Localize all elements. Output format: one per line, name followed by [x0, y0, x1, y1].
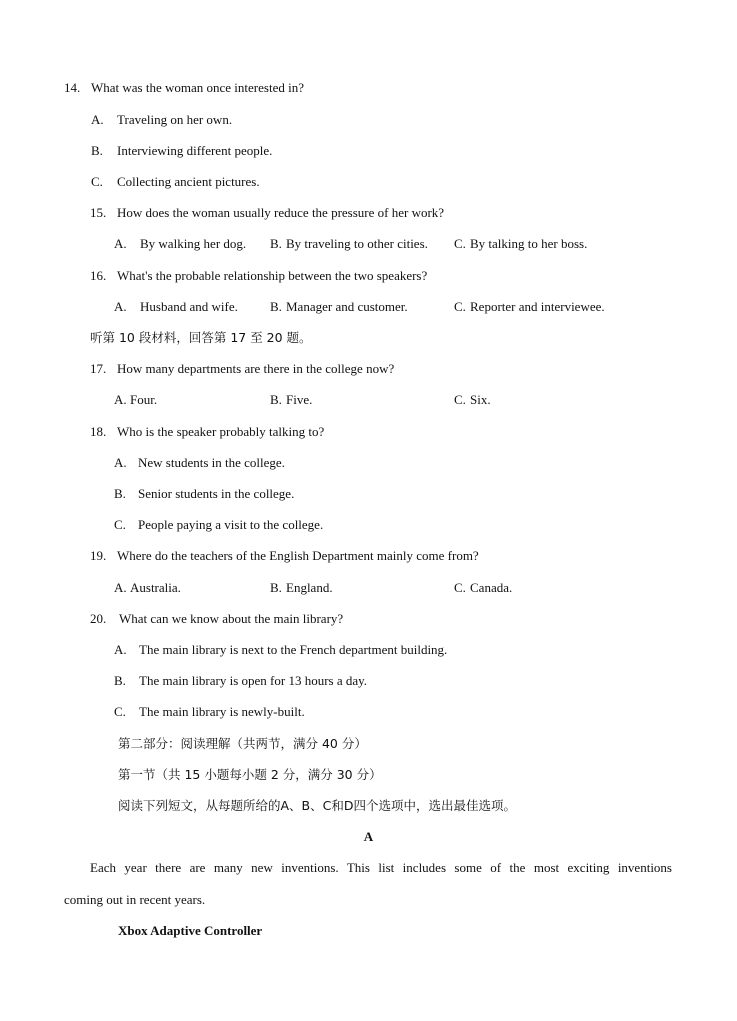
question-text: How does the woman usually reduce the pressure of her work? — [117, 205, 445, 220]
question-number: 19. — [90, 548, 107, 563]
option-text: By talking to her boss. — [470, 236, 588, 251]
option-letter: C. — [454, 236, 466, 251]
option-letter: C. — [454, 580, 466, 595]
option-text: The main library is open for 13 hours a day. — [139, 673, 368, 688]
question-18 — [90, 424, 324, 440]
option-letter: C. — [114, 704, 126, 719]
option-text: Canada. — [470, 580, 513, 595]
option-letter: C. — [114, 517, 126, 532]
option-text: Five. — [286, 392, 313, 407]
question-number: 14. — [64, 80, 81, 95]
question-text: How many departments are there in the college now? — [117, 361, 395, 376]
question-17 — [90, 361, 394, 377]
option-20a — [114, 642, 447, 658]
option-letter: B. — [270, 580, 282, 595]
option-16c — [454, 299, 605, 315]
question-number: 17. — [90, 361, 107, 376]
option-15c — [454, 236, 587, 252]
question-text: Who is the speaker probably talking to? — [117, 424, 325, 439]
option-18c — [114, 517, 323, 533]
option-text: Interviewing different people. — [117, 143, 273, 158]
option-text: Six. — [470, 392, 491, 407]
option-letter: A. — [114, 299, 127, 314]
option-letter: C. — [454, 392, 466, 407]
option-20b — [114, 673, 367, 689]
option-text: New students in the college. — [138, 455, 285, 470]
question-text: What can we know about the main library? — [119, 611, 344, 626]
section-1-heading: 第一节（共 15 小题每小题 2 分，满分 30 分） — [118, 767, 382, 782]
option-letter: B. — [270, 392, 282, 407]
question-20 — [90, 611, 343, 627]
option-14c — [91, 174, 260, 190]
option-letter: A. — [91, 112, 104, 127]
option-text: Traveling on her own. — [117, 112, 233, 127]
option-19c — [454, 580, 512, 596]
option-letter: B. — [270, 236, 282, 251]
question-number: 16. — [90, 268, 107, 283]
question-14 — [64, 80, 304, 96]
option-letter: B. — [91, 143, 103, 158]
option-text: Senior students in the college. — [138, 486, 295, 501]
option-text: The main library is newly-built. — [139, 704, 305, 719]
section-10-heading: 听第 10 段材料，回答第 17 至 20 题。 — [90, 330, 312, 345]
question-19 — [90, 548, 479, 564]
option-15a — [114, 236, 246, 252]
option-letter: A. — [114, 392, 127, 407]
option-text: Husband and wife. — [140, 299, 238, 314]
option-16b — [270, 299, 408, 315]
option-letter: B. — [114, 673, 126, 688]
option-letter: C. — [91, 174, 103, 189]
passage-label: A — [363, 829, 374, 844]
option-17a — [114, 392, 157, 408]
part-2-heading: 第二部分：阅读理解（共两节，满分 40 分） — [118, 736, 367, 751]
option-17c — [454, 392, 491, 408]
option-letter: C. — [454, 299, 466, 314]
option-19b — [270, 580, 333, 596]
option-text: Australia. — [130, 580, 181, 595]
option-19a — [114, 580, 181, 596]
option-text: By walking her dog. — [140, 236, 247, 251]
option-20c — [114, 704, 305, 720]
option-letter: A. — [114, 642, 127, 657]
option-14a — [91, 112, 232, 128]
option-14b — [91, 143, 272, 159]
option-letter: A. — [114, 455, 127, 470]
option-15b — [270, 236, 428, 252]
option-text: By traveling to other cities. — [286, 236, 428, 251]
question-text: What's the probable relationship between the two speakers? — [117, 268, 428, 283]
question-text: What was the woman once interested in? — [91, 80, 304, 95]
option-letter: A. — [114, 580, 127, 595]
question-15 — [90, 205, 444, 221]
reading-instruction: 阅读下列短文，从每题所给的A、B、C和D四个选项中，选出最佳选项。 — [118, 798, 516, 813]
passage-intro-line-2: coming out in recent years. — [64, 892, 206, 907]
option-17b — [270, 392, 312, 408]
question-number: 20. — [90, 611, 107, 626]
option-18a — [114, 455, 285, 471]
option-text: People paying a visit to the college. — [138, 517, 324, 532]
option-18b — [114, 486, 294, 502]
option-16a — [114, 299, 238, 315]
option-text: The main library is next to the French department building. — [139, 642, 448, 657]
question-text: Where do the teachers of the English Department mainly come from? — [117, 548, 479, 563]
option-text: England. — [286, 580, 333, 595]
passage-intro-line-1: Each year there are many new inventions. This list includes some of the most exciting inventions — [90, 860, 672, 875]
question-number: 18. — [90, 424, 107, 439]
option-letter: B. — [114, 486, 126, 501]
option-text: Four. — [130, 392, 158, 407]
question-number: 15. — [90, 205, 107, 220]
option-text: Manager and customer. — [286, 299, 408, 314]
option-text: Collecting ancient pictures. — [117, 174, 260, 189]
subheading: Xbox Adaptive Controller — [118, 923, 263, 938]
question-16 — [90, 268, 427, 284]
option-letter: B. — [270, 299, 282, 314]
option-letter: A. — [114, 236, 127, 251]
option-text: Reporter and interviewee. — [470, 299, 605, 314]
